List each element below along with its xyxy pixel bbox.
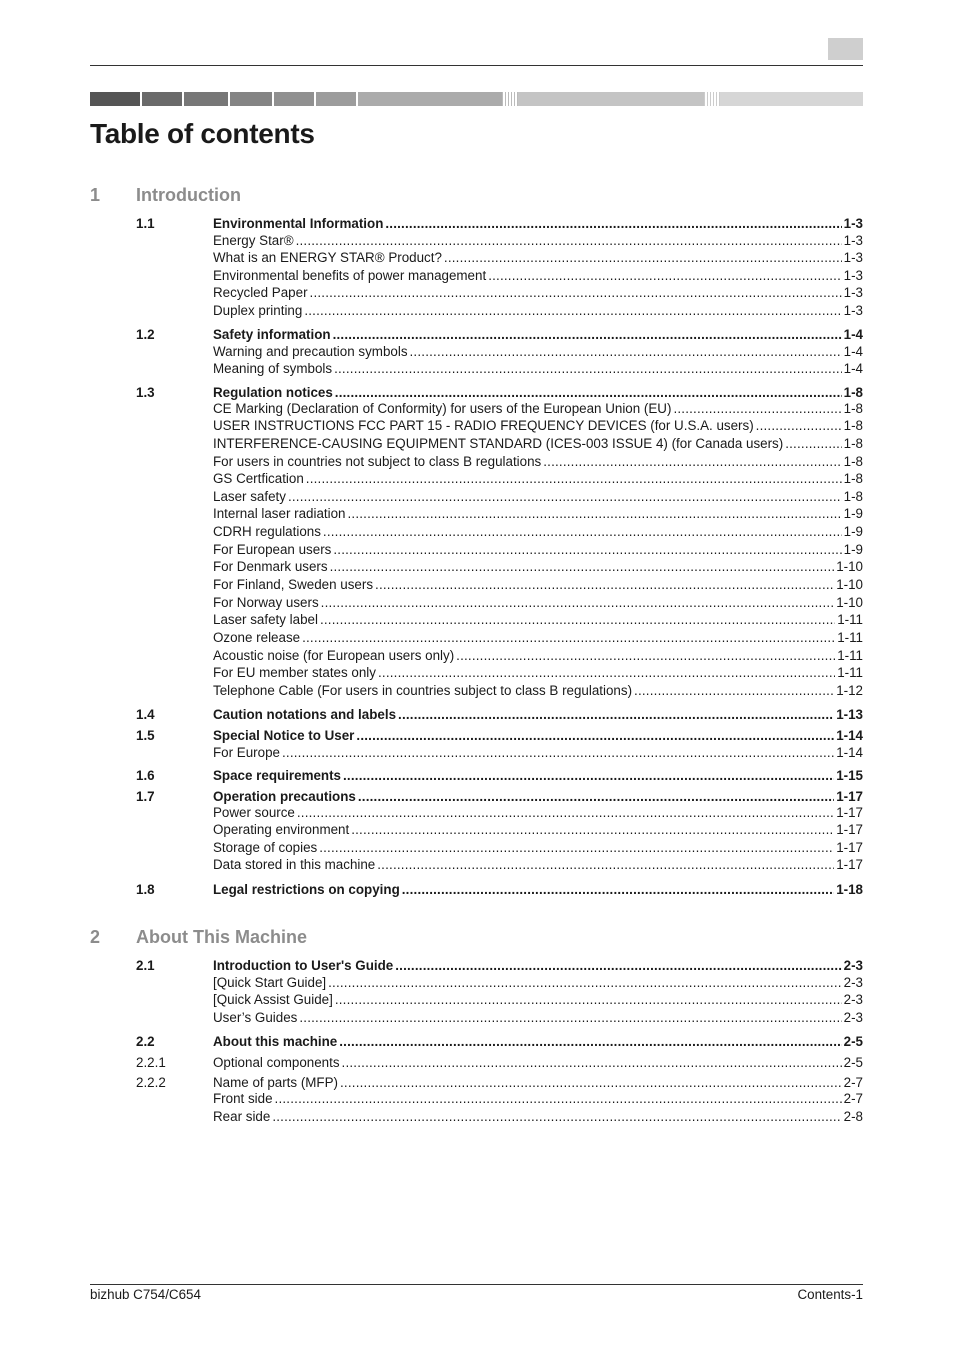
toc-entry-page: 1-11: [837, 648, 863, 663]
toc-entry-line: [213, 435, 863, 453]
toc-entry-page: 1-3: [843, 216, 863, 231]
toc-entry-page: 1-11: [837, 665, 863, 680]
toc-entry-page: 1-9: [843, 524, 863, 539]
dot-leader: [319, 839, 834, 857]
toc-entry-page: 2-3: [843, 992, 863, 1007]
footer-page-number: Contents-1: [797, 1287, 863, 1302]
toc-entry[interactable]: [90, 558, 863, 576]
toc-entry-line: [213, 523, 863, 541]
toc-entry-line: [213, 558, 863, 576]
toc-entry-title: Front side: [213, 1091, 273, 1106]
toc-entry-line: [213, 267, 863, 285]
toc-entry-page: 1-15: [836, 768, 863, 783]
toc-entry-line: [213, 991, 863, 1009]
toc-entry-page: 1-8: [843, 418, 863, 433]
toc-entry[interactable]: [90, 839, 863, 857]
toc-entry-title: For EU member states only: [213, 665, 376, 680]
dot-leader: [304, 302, 841, 320]
toc-entry-page: 1-3: [843, 285, 863, 300]
dot-leader: [351, 821, 834, 839]
dot-leader: [288, 488, 842, 506]
toc-entry-line: [213, 360, 863, 378]
toc-entry[interactable]: [90, 991, 863, 1009]
toc-entry-title: Caution notations and labels: [213, 707, 397, 722]
toc-entry-title: Optional components: [213, 1055, 340, 1070]
toc-entry-line: [213, 232, 863, 250]
toc-entry-title: Acoustic noise (for European users only): [213, 648, 455, 663]
toc-entry-page: 1-17: [836, 789, 863, 804]
toc-entry-title: What is an ENERGY STAR® Product?: [213, 250, 442, 265]
dot-leader: [321, 594, 835, 612]
chapter-number: 2: [90, 927, 101, 947]
toc-entry[interactable]: [90, 744, 863, 762]
toc-entry[interactable]: [90, 302, 863, 320]
toc-entry[interactable]: [90, 360, 863, 378]
dot-leader: [398, 706, 834, 724]
toc-entry[interactable]: [90, 576, 863, 594]
toc-entry[interactable]: [90, 435, 863, 453]
toc-entry-number: 2.1: [136, 958, 155, 973]
toc-entry-title: For Norway users: [213, 595, 319, 610]
toc-entry-line: [213, 1033, 863, 1051]
dot-leader: [402, 881, 834, 899]
toc-entry-number: 1.3: [136, 385, 155, 400]
toc-entry-title: Name of parts (MFP): [213, 1075, 339, 1090]
toc-entry-line: [213, 881, 863, 899]
toc-entry-page: 1-4: [843, 327, 863, 342]
toc-entry-title: Storage of copies: [213, 840, 318, 855]
toc-entry[interactable]: [90, 505, 863, 523]
toc-entry[interactable]: [90, 957, 863, 975]
toc-entry-page: 1-17: [836, 840, 863, 855]
toc-entry-page: 1-8: [843, 489, 863, 504]
toc-entry-line: [213, 326, 863, 344]
toc-entry-title: About this machine: [213, 1034, 338, 1049]
toc-entry-title: Legal restrictions on copying: [213, 882, 400, 897]
toc-entry[interactable]: [90, 611, 863, 629]
dot-leader: [330, 558, 835, 576]
toc-entry-page: 1-4: [843, 344, 863, 359]
toc-entry-title: Environmental benefits of power management: [213, 268, 487, 283]
header-rule: [90, 65, 863, 66]
toc-entry[interactable]: [90, 682, 863, 700]
toc-entry-page: 1-9: [843, 506, 863, 521]
toc-entry[interactable]: [90, 1108, 863, 1126]
dot-leader: [302, 629, 835, 647]
toc-entry-title: Telephone Cable (For users in countries subject to class B regulations): [213, 683, 633, 698]
toc-entry-line: [213, 470, 863, 488]
toc-entry-line: [213, 804, 863, 822]
toc-entry-page: 2-3: [843, 1010, 863, 1025]
toc-entry-number: 2.2: [136, 1034, 155, 1049]
toc-entry-page: 2-5: [843, 1034, 863, 1049]
toc-entry-page: 2-3: [843, 958, 863, 973]
toc-entry-line: [213, 856, 863, 874]
toc-entry-title: User’s Guides: [213, 1010, 298, 1025]
toc-entry-line: [213, 505, 863, 523]
toc-entry[interactable]: [90, 821, 863, 839]
toc-entry-line: [213, 664, 863, 682]
toc-entry-line: [213, 400, 863, 418]
toc-entry-title: Ozone release: [213, 630, 301, 645]
dot-leader: [339, 1033, 841, 1051]
page-title: Table of contents: [90, 118, 315, 149]
toc-entry[interactable]: [90, 727, 863, 745]
toc-entry-title: Energy Star®: [213, 233, 294, 248]
toc-entry-page: 1-14: [836, 728, 863, 743]
footer-rule: [90, 1284, 863, 1285]
toc-entry-page: 1-17: [836, 822, 863, 837]
dot-leader: [320, 611, 835, 629]
toc-entry-line: [213, 767, 863, 785]
toc-entry-title: Duplex printing: [213, 303, 303, 318]
dot-leader: [348, 505, 842, 523]
dot-leader: [323, 523, 842, 541]
dot-leader: [756, 417, 842, 435]
dot-leader: [275, 1090, 842, 1108]
toc-entry-title: Data stored in this machine: [213, 857, 376, 872]
dot-leader: [356, 727, 834, 745]
toc-entry[interactable]: [90, 881, 863, 899]
toc-entry-title: Recycled Paper: [213, 285, 308, 300]
toc-entry-line: [213, 1054, 863, 1072]
toc-entry-title: For users in countries not subject to class B regulations: [213, 454, 542, 469]
toc-entry-page: 1-10: [836, 559, 863, 574]
dot-leader: [297, 804, 834, 822]
dot-leader: [673, 400, 841, 418]
dot-leader: [378, 664, 835, 682]
toc-entry-page: 1-9: [843, 542, 863, 557]
toc-entry-line: [213, 706, 863, 724]
dot-leader: [410, 343, 842, 361]
toc-entry-title: Power source: [213, 805, 295, 820]
toc-entry-number: 1.1: [136, 216, 155, 231]
toc-entry-number: 2.2.1: [136, 1055, 166, 1070]
toc-entry-page: 1-8: [843, 436, 863, 451]
toc-entry-page: 1-3: [843, 233, 863, 248]
dot-leader: [456, 647, 835, 665]
toc-entry-page: 2-8: [843, 1109, 863, 1124]
dot-leader: [328, 974, 842, 992]
footer-product-name: bizhub C754/C654: [90, 1287, 201, 1302]
toc-entry-page: 1-14: [836, 745, 863, 760]
toc-entry[interactable]: [90, 856, 863, 874]
toc-entry-line: [213, 215, 863, 233]
toc-entry-number: 1.8: [136, 882, 155, 897]
chapter-number: 1: [90, 185, 101, 205]
dot-leader: [375, 576, 834, 594]
toc-entry-line: [213, 417, 863, 435]
toc-entry-line: [213, 647, 863, 665]
dot-leader: [335, 991, 842, 1009]
toc-entry-page: 2-7: [843, 1091, 863, 1106]
dot-leader: [333, 541, 841, 559]
toc-entry[interactable]: [90, 706, 863, 724]
toc-entry[interactable]: [90, 1054, 863, 1072]
toc-entry-title: CE Marking (Declaration of Conformity) for users of the European Union (EU): [213, 401, 672, 416]
toc-entry-page: 1-8: [843, 385, 863, 400]
toc-entry-page: 1-8: [843, 401, 863, 416]
toc-entry[interactable]: [90, 629, 863, 647]
dot-leader: [310, 284, 842, 302]
toc-entry[interactable]: [90, 1090, 863, 1108]
toc-entry-line: [213, 488, 863, 506]
toc-entry-title: [Quick Assist Guide]: [213, 992, 333, 1007]
toc-entry-line: [213, 957, 863, 975]
toc-entry-line: [213, 629, 863, 647]
toc-entry-line: [213, 974, 863, 992]
toc-entry-line: [213, 302, 863, 320]
toc-entry-line: [213, 1108, 863, 1126]
toc-entry-title: For Denmark users: [213, 559, 328, 574]
toc-entry-line: [213, 744, 863, 762]
toc-entry-page: 1-8: [843, 454, 863, 469]
toc-entry-title: For Europe: [213, 745, 280, 760]
toc-entry-title: Laser safety label: [213, 612, 318, 627]
dot-leader: [385, 215, 841, 233]
toc-entry-page: 1-3: [843, 268, 863, 283]
toc-entry[interactable]: [90, 284, 863, 302]
toc-entry-title: Meaning of symbols: [213, 361, 333, 376]
dot-leader: [299, 1009, 841, 1027]
toc-entry-line: [213, 284, 863, 302]
toc-entry-page: 2-7: [843, 1075, 863, 1090]
toc-entry-line: [213, 821, 863, 839]
toc-entry-title: Environmental Information: [213, 216, 384, 231]
toc-entry-page: 1-8: [843, 471, 863, 486]
toc-entry[interactable]: [90, 343, 863, 361]
dot-leader: [272, 1108, 841, 1126]
chapter-title: Introduction: [136, 185, 241, 205]
toc-entry[interactable]: [90, 767, 863, 785]
toc-entry[interactable]: [90, 232, 863, 250]
toc-entry-page: 1-12: [836, 683, 863, 698]
toc-entry-page: 1-3: [843, 303, 863, 318]
dot-leader: [282, 744, 834, 762]
toc-entry-page: 1-3: [843, 250, 863, 265]
toc-entry[interactable]: [90, 488, 863, 506]
decorative-banner: [90, 92, 863, 106]
toc-entry-title: Safety information: [213, 327, 331, 342]
dot-leader: [296, 232, 842, 250]
toc-entry-line: [213, 343, 863, 361]
toc-entry-title: Introduction to User's Guide: [213, 958, 394, 973]
dot-leader: [444, 249, 842, 267]
toc-entry-line: [213, 682, 863, 700]
toc-entry-title: Regulation notices: [213, 385, 333, 400]
toc-entry[interactable]: [90, 417, 863, 435]
toc-entry[interactable]: [90, 1009, 863, 1027]
toc-entry-line: [213, 576, 863, 594]
toc-entry[interactable]: [90, 470, 863, 488]
dot-leader: [306, 470, 842, 488]
toc-entry[interactable]: [90, 453, 863, 471]
toc-entry[interactable]: [90, 541, 863, 559]
toc-entry-page: 1-17: [836, 857, 863, 872]
toc-entry-title: CDRH regulations: [213, 524, 321, 539]
toc-entry-number: 2.2.2: [136, 1075, 166, 1090]
toc-entry-title: For European users: [213, 542, 332, 557]
toc-entry-title: For Finland, Sweden users: [213, 577, 374, 592]
dot-leader: [543, 453, 841, 471]
toc-entry[interactable]: [90, 1033, 863, 1051]
toc-entry-title: Special Notice to User: [213, 728, 355, 743]
toc-entry-title: Warning and precaution symbols: [213, 344, 408, 359]
toc-entry-line: [213, 611, 863, 629]
toc-entry-title: Operating environment: [213, 822, 350, 837]
toc-entry-page: 1-18: [836, 882, 863, 897]
toc-entry-page: 2-3: [843, 975, 863, 990]
toc-entry[interactable]: [90, 326, 863, 344]
toc-entry-page: 1-4: [843, 361, 863, 376]
toc-entry[interactable]: [90, 804, 863, 822]
dot-leader: [343, 767, 834, 785]
toc-entry-line: [213, 453, 863, 471]
toc-entry-title: [Quick Start Guide]: [213, 975, 327, 990]
header-tab: [828, 38, 863, 60]
toc-entry-title: INTERFERENCE-CAUSING EQUIPMENT STANDARD (ICES-003 ISSUE 4) (for Canada users): [213, 436, 784, 451]
toc-entry-page: 1-11: [837, 612, 863, 627]
toc-entry[interactable]: [90, 974, 863, 992]
toc-entry[interactable]: [90, 647, 863, 665]
toc-entry[interactable]: [90, 267, 863, 285]
toc-entry-page: 1-10: [836, 577, 863, 592]
toc-entry-number: 1.6: [136, 768, 155, 783]
toc-entry-line: [213, 1009, 863, 1027]
dot-leader: [634, 682, 834, 700]
dot-leader: [334, 360, 842, 378]
dot-leader: [333, 326, 842, 344]
toc-entry[interactable]: [90, 594, 863, 612]
toc-entry-line: [213, 727, 863, 745]
toc-entry-line: [213, 1090, 863, 1108]
toc-entry-line: [213, 594, 863, 612]
toc-entry-title: Space requirements: [213, 768, 342, 783]
dot-leader: [488, 267, 841, 285]
toc-entry-page: 1-11: [837, 630, 863, 645]
toc-entry-title: Internal laser radiation: [213, 506, 346, 521]
toc-entry-title: USER INSTRUCTIONS FCC PART 15 - RADIO FREQUENCY DEVICES (for U.S.A. users): [213, 418, 754, 433]
toc-entry-page: 2-5: [843, 1055, 863, 1070]
dot-leader: [342, 1054, 842, 1072]
toc-entry-page: 1-17: [836, 805, 863, 820]
dot-leader: [395, 957, 841, 975]
toc-entry-number: 1.2: [136, 327, 155, 342]
toc-entry-title: Laser safety: [213, 489, 286, 504]
toc-entry-line: [213, 839, 863, 857]
dot-leader: [785, 435, 841, 453]
toc-entry[interactable]: [90, 523, 863, 541]
toc-entry-line: [213, 541, 863, 559]
toc-entry-line: [213, 249, 863, 267]
toc-entry[interactable]: [90, 664, 863, 682]
toc-entry[interactable]: [90, 400, 863, 418]
toc-entry-page: 1-13: [836, 707, 863, 722]
toc-entry-title: GS Certfication: [213, 471, 304, 486]
toc-entry[interactable]: [90, 215, 863, 233]
dot-leader: [377, 856, 834, 874]
toc-entry-page: 1-10: [836, 595, 863, 610]
toc-entry[interactable]: [90, 249, 863, 267]
toc-entry-number: 1.4: [136, 707, 155, 722]
chapter-title: About This Machine: [136, 927, 307, 947]
toc-entry-number: 1.7: [136, 789, 155, 804]
toc-entry-number: 1.5: [136, 728, 155, 743]
toc-entry-title: Operation precautions: [213, 789, 356, 804]
toc-entry-title: Rear side: [213, 1109, 271, 1124]
